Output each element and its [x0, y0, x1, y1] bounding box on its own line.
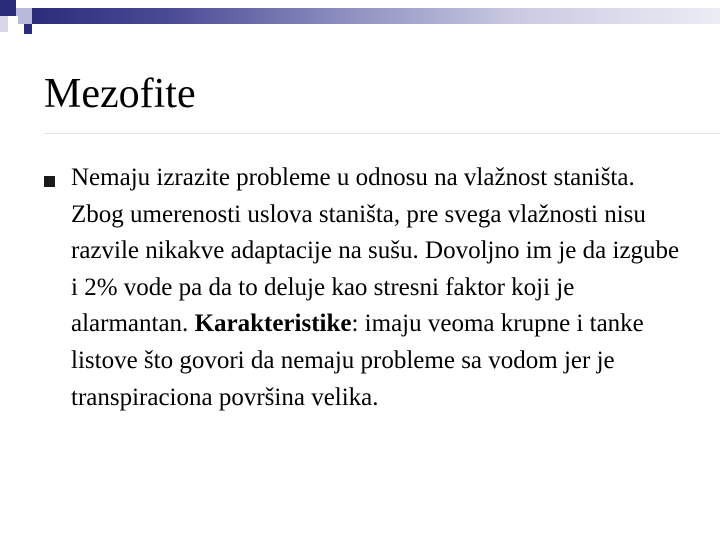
slide-title: Mezofite: [44, 71, 196, 117]
gradient-band: [32, 8, 720, 24]
bullet-text-intro: Nemaju izrazite probleme u odnosu na vlažnost staništa. Zbog umerenosti uslova staništa, pre svega vlažnosti nisu razvile nikakve adaptacije na sušu. Dovoljno im je da izgube i 2% vode pa da to deluje kao stresni faktor koji je alarmantan.: [71, 164, 680, 338]
title-divider: [44, 133, 720, 134]
square-bullet-icon: [44, 176, 55, 187]
decor-square: [16, 8, 32, 24]
decor-square: [24, 24, 32, 34]
bullet-text-rest: : imaju veoma krupne i tanke listove što govori da nemaju probleme sa vodom jer je transpiraciona površina velika.: [71, 310, 644, 411]
header-decoration: [0, 0, 720, 34]
decor-square: [0, 0, 16, 16]
bullet-text: [71, 160, 691, 416]
bullet-bold-term: Karakteristike: [194, 310, 352, 338]
decor-square: [8, 16, 18, 26]
decor-square: [0, 16, 8, 32]
